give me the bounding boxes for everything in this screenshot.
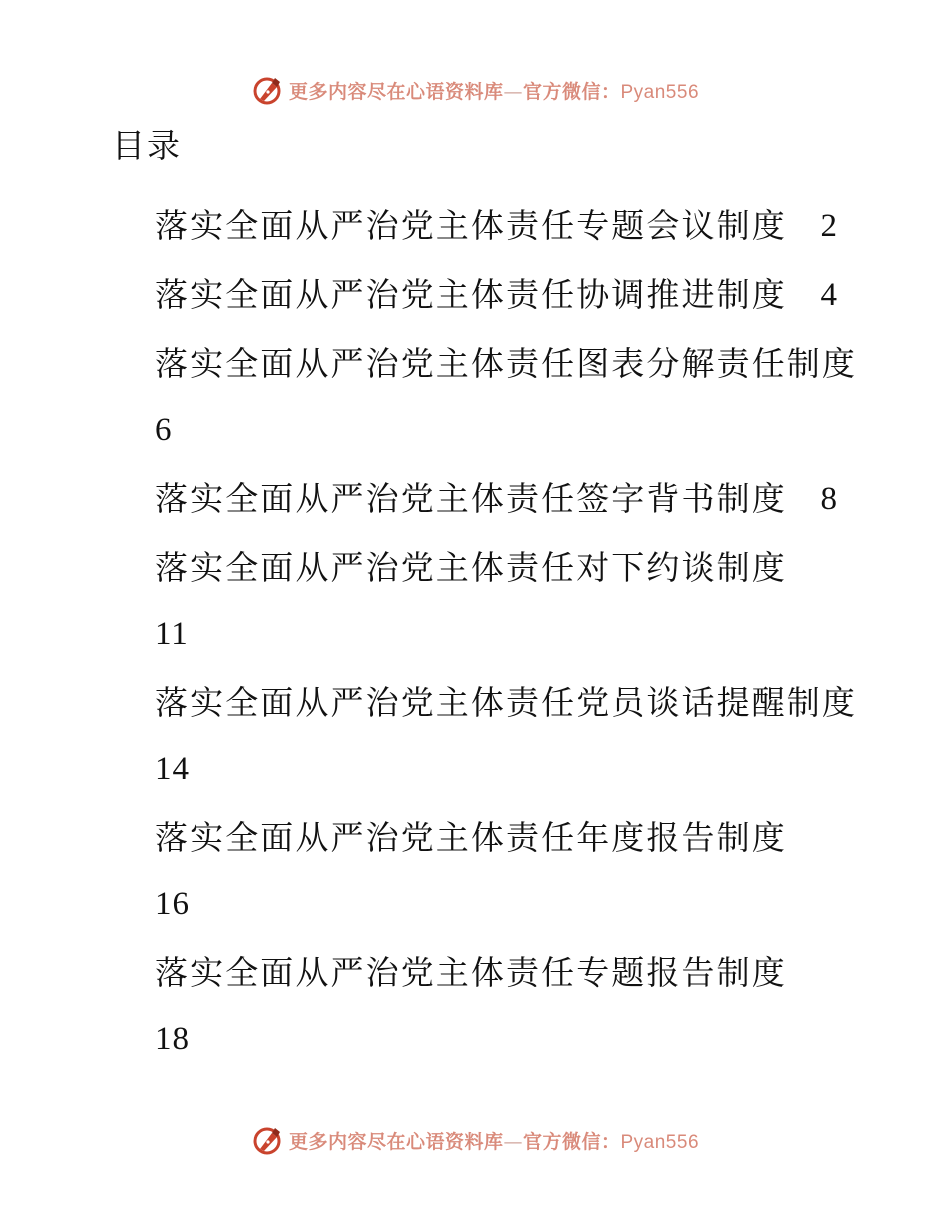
toc-entry-title: 落实全面从严治党主体责任党员谈话提醒制度 [155,683,857,722]
toc-entry-page-number: 11 [155,616,189,652]
toc-list [155,193,857,1075]
footer-watermark [0,1120,950,1160]
toc-entry-page-number: 14 [155,751,190,787]
pen-nib-logo-icon [251,74,283,106]
toc-entry-page-number: 6 [155,412,173,448]
toc-entry[interactable] [155,331,857,463]
toc-entry-title: 落实全面从严治党主体责任专题报告制度 [155,953,787,992]
toc-entry-title: 落实全面从严治党主体责任图表分解责任制度 [155,344,857,383]
toc-entry[interactable] [155,805,845,937]
toc-entry[interactable] [155,535,845,667]
toc-entry-page-number: 16 [155,886,190,922]
header-watermark [0,70,950,110]
toc-entry[interactable] [155,940,845,1072]
toc-entry-title: 落实全面从严治党主体责任专题会议制度 [155,206,787,245]
watermark-text: 更多内容尽在心语资料库—官方微信：Pyan556 [288,80,700,103]
toc-entry-title: 落实全面从严治党主体责任对下约谈制度 [155,548,787,587]
watermark-text: 更多内容尽在心语资料库—官方微信：Pyan556 [288,1130,700,1153]
toc-entry-page-number: 2 [820,208,837,244]
toc-entry-page-number: 8 [820,481,837,517]
toc-entry-title: 落实全面从严治党主体责任协调推进制度 [155,275,787,314]
toc-entry-title: 落实全面从严治党主体责任年度报告制度 [155,818,787,857]
toc-entry[interactable] [155,193,845,259]
pen-nib-logo-icon [251,1124,283,1156]
toc-entry-page-number: 4 [820,277,837,313]
toc-entry[interactable] [155,262,845,328]
toc-entry-title: 落实全面从严治党主体责任签字背书制度 [155,479,787,518]
toc-heading: 目录 [112,126,182,165]
toc-entry-page-number: 18 [155,1021,190,1057]
toc-entry[interactable] [155,670,857,802]
toc-entry[interactable] [155,466,845,532]
